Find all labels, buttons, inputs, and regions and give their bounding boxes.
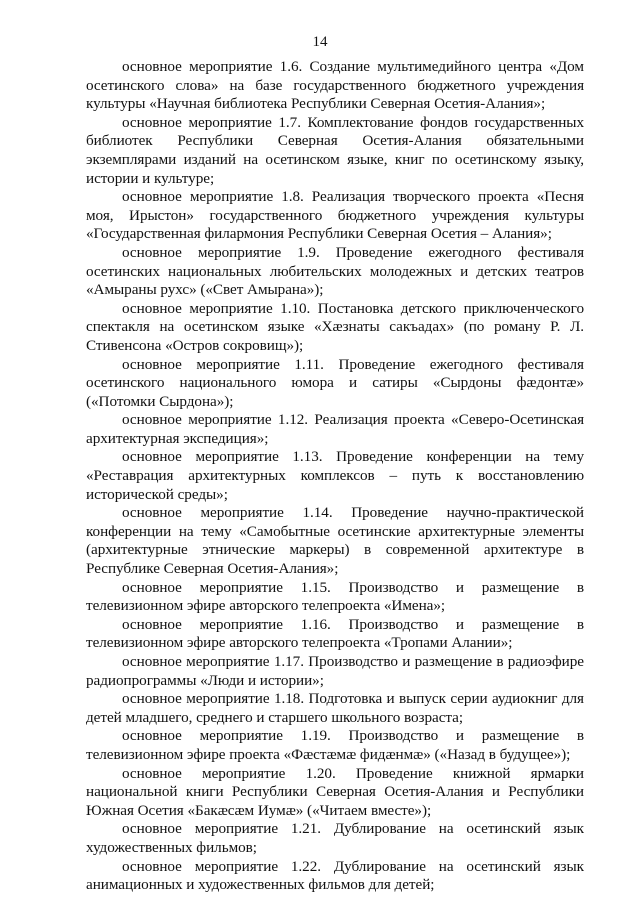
- paragraph-1-22: основное мероприятие 1.22. Дублирование на осетинский язык анимационных и художественных фильмов для детей;: [86, 857, 584, 894]
- paragraph-1-13: основное мероприятие 1.13. Проведение конференции на тему «Реставрация архитектурных комплексов – путь к восстановлению исторической среды»;: [86, 448, 584, 503]
- paragraph-1-11: основное мероприятие 1.11. Проведение ежегодного фестиваля осетинского национального юмора и сатиры «Сырдоны фæдонтæ» («Потомки Сырдона»);: [86, 355, 584, 410]
- page-number: 14: [312, 34, 328, 50]
- paragraph-1-6: основное мероприятие 1.6. Создание мультимедийного центра «Дом осетинского слова» на базе государственного бюджетного учреждения культуры «Научная библиотека Республики Северная Осетия-Алания»;: [86, 58, 584, 113]
- paragraph-1-16: основное мероприятие 1.16. Производство и размещение в телевизионном эфире авторского телепроекта «Тропами Алании»;: [86, 615, 584, 652]
- paragraph-1-20: основное мероприятие 1.20. Проведение книжной ярмарки национальной книги Республики Северная Осетия-Алания и Республики Южная Осетия «Бакæсæм Иумæ» («Читаем вместе»);: [86, 764, 584, 819]
- paragraph-1-19: основное мероприятие 1.19. Производство и размещение в телевизионном эфире проекта «Фæстæмæ фидæнмæ» («Назад в будущее»);: [86, 727, 584, 763]
- paragraph-1-8: основное мероприятие 1.8. Реализация творческого проекта «Песня моя, Ирыстон» государственного бюджетного учреждения культуры «Государственная филармония Республики Северная Осетия – Алания»;: [86, 188, 584, 243]
- paragraph-1-9: основное мероприятие 1.9. Проведение ежегодного фестиваля осетинских национальных любительских молодежных и детских театров «Амыраны рухс» («Свет Амырана»);: [86, 243, 584, 299]
- paragraph-1-17: основное мероприятие 1.17. Производство и размещение в радиоэфире радиопрограммы «Люди и истории»;: [86, 653, 584, 689]
- document-body: [86, 58, 584, 895]
- paragraph-1-7: основное мероприятие 1.7. Комплектование фондов государственных библиотек Республики Северная Осетия-Алания обязательными экземплярами изданий на осетинском языке, книг по осетинскому языку, истории и культуре;: [86, 113, 584, 187]
- paragraph-1-21: основное мероприятие 1.21. Дублирование на осетинский язык художественных фильмов;: [86, 820, 584, 856]
- paragraph-1-12: основное мероприятие 1.12. Реализация проекта «Северо-Осетинская архитектурная экспедиция»;: [86, 411, 584, 447]
- paragraph-1-18: основное мероприятие 1.18. Подготовка и выпуск серии аудиокниг для детей младшего, среднего и старшего школьного возраста;: [86, 690, 584, 726]
- paragraph-1-15: основное мероприятие 1.15. Производство и размещение в телевизионном эфире авторского телепроекта «Имена»;: [86, 578, 584, 615]
- paragraph-1-14: основное мероприятие 1.14. Проведение научно-практической конференции на тему «Самобытные осетинские архитектурные элементы (архитектурные этнические маркеры) в современной архитектуре в Республике Северная Осетия-Алания»;: [86, 504, 584, 578]
- paragraph-1-10: основное мероприятие 1.10. Постановка детского приключенческого спектакля на осетинском языке «Хæзнаты сакъадах» (по роману Р. Л. Стивенсона «Остров сокровищ»);: [86, 299, 584, 354]
